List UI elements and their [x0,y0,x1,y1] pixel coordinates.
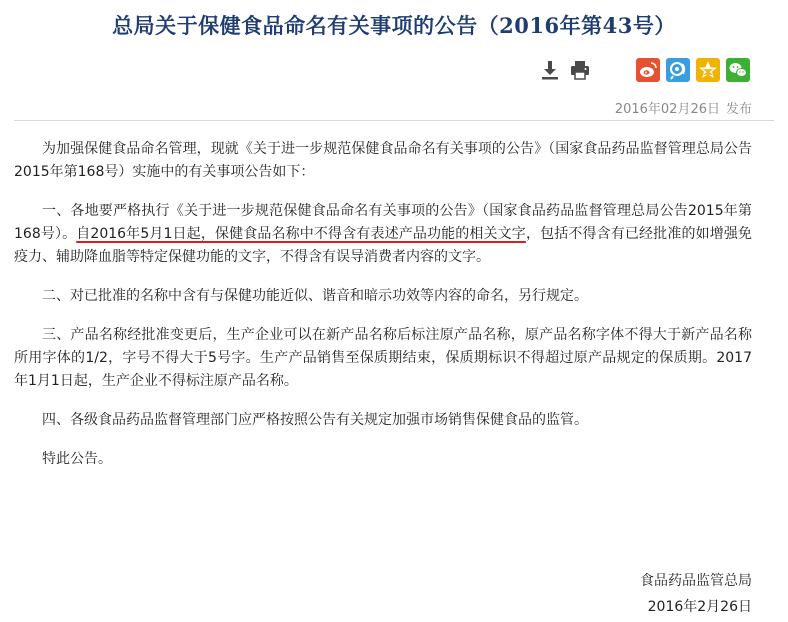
paragraph-1-text-b: ，包括不得含有已经批准的如增强免疫力、辅助降血脂等特定保健功能的文字，不得含有误导消费者内容的文字。 [14,226,752,265]
download-icon[interactable] [538,58,562,82]
paragraph-2: 二、对已批准的名称中含有与保健功能近似、谐音和暗示功效等内容的命名，另行规定。 [42,288,588,304]
article-body [14,138,752,487]
divider [14,120,774,121]
intro-paragraph: 为加强保健食品命名管理，现就《关于进一步规范保健食品命名有关事项的公告》（国家食品药品监督管理总局公告2015年第168号）实施中的有关事项公告如下： [14,141,752,180]
publish-info [609,98,752,117]
print-icon[interactable] [568,58,592,82]
weibo-share-icon[interactable] [636,58,660,82]
qzone-share-icon[interactable] [696,58,720,82]
closing-paragraph: 特此公告。 [42,451,112,467]
signature-date: 2016年2月26日 [647,599,752,615]
paragraph-1 [14,200,752,269]
paragraph-4: 四、各级食品药品监督管理部门应严格按照公告有关规定加强市场销售保健食品的监管。 [42,412,588,428]
signature-org: 食品药品监管总局 [640,573,752,589]
paragraph-3: 三、产品名称经批准变更后，生产企业可以在新产品名称后标注原产品名称，原产品名称字体不得大于新产品名称所用字体的1/2，字号不得大于5号字。生产产品销售至保质期结束，保质期标识不得超过原产品规定的保质期。2017年1月1日起，生产企业不得标注原产品名称。 [14,327,752,389]
highlighted-text: 自2016年5月1日起，保健食品名称中不得含有表述产品功能的相关文字 [76,226,526,242]
publish-label: 发布 [725,102,752,117]
wechat-share-icon[interactable] [726,58,750,82]
article-toolbar [0,58,788,86]
article-title: 总局关于保健食品命名有关事项的公告（2016年第43号） [112,13,676,38]
tencent-weibo-share-icon[interactable] [666,58,690,82]
paragraph-1-text-a: 一、各地要严格执行《关于进一步规范保健食品命名有关事项的公告》（国家食品药品监督管理总局公告2015年第168号）。 [14,203,752,242]
publish-date: 2016年02月26日 [614,102,720,117]
